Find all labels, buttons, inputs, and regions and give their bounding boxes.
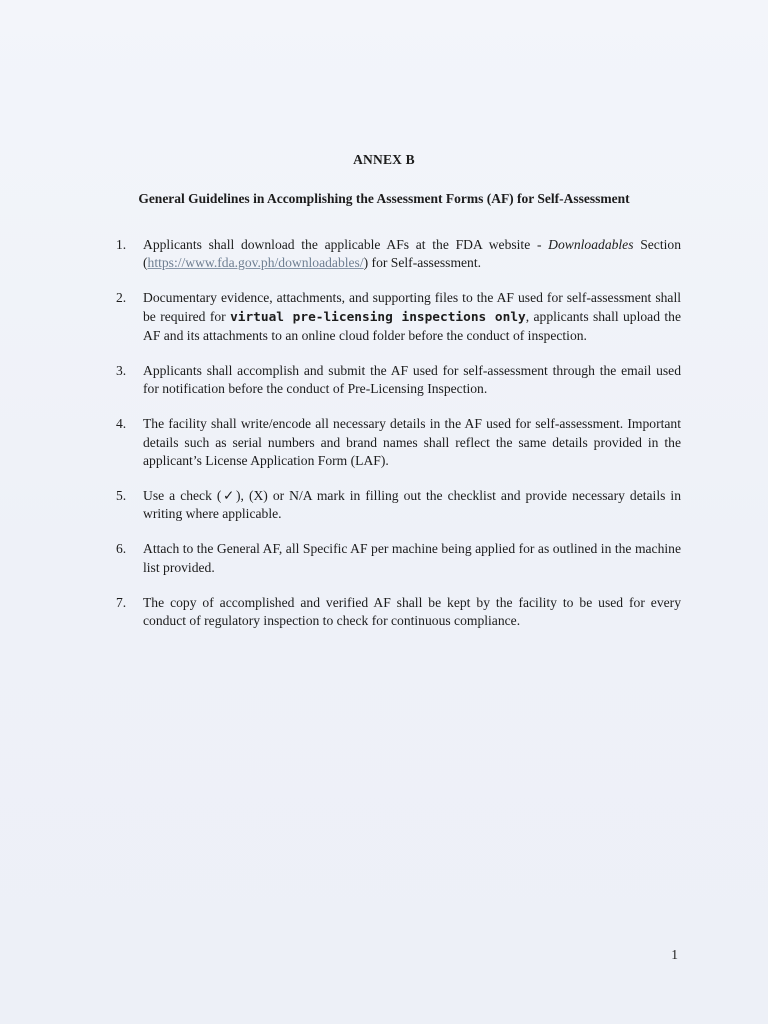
guideline-number: 3. bbox=[116, 363, 127, 379]
guideline-item-7 bbox=[116, 594, 681, 630]
downloadables-section-name: Downloadables bbox=[548, 237, 634, 252]
guideline-text-segment: ) for Self-assessment. bbox=[363, 255, 482, 271]
guideline-text bbox=[143, 289, 681, 345]
document-heading: General Guidelines in Accomplishing the Assessment Forms (AF) for Self-Assessment bbox=[138, 191, 630, 206]
guidelines-list bbox=[116, 236, 681, 630]
guideline-number: 1. bbox=[116, 237, 127, 252]
guideline-text-segment: Applicants shall download the applicable AFs at the FDA website - bbox=[143, 237, 549, 252]
guideline-item-4 bbox=[116, 415, 681, 470]
guideline-text: The copy of accomplished and verified AF shall be kept by the facility to be used for every conduct of regulatory inspection to check for continuous compliance. bbox=[143, 594, 681, 629]
guideline-text-segment: Section ( bbox=[143, 237, 681, 271]
guideline-number: 7. bbox=[116, 594, 127, 610]
guideline-item-6 bbox=[116, 540, 681, 576]
guideline-number: 2. bbox=[116, 290, 127, 306]
virtual-inspection-emphasis: virtual pre-licensing inspections only bbox=[230, 309, 526, 325]
guideline-number: 4. bbox=[116, 416, 127, 432]
guideline-number: 6. bbox=[116, 541, 127, 557]
guideline-number: 5. bbox=[116, 488, 127, 504]
guideline-text-segment: Documentary evidence, attachments, and supporting files to the AF used for self-assessment shall be required for bbox=[143, 290, 681, 324]
fda-downloadables-link[interactable]: https://www.fda.gov.ph/downloadables/ bbox=[147, 255, 364, 271]
guideline-text: Use a check (✓), (X) or N/A mark in filling out the checklist and provide necessary details in writing where applicable. bbox=[143, 488, 681, 522]
guideline-item-3 bbox=[116, 362, 681, 398]
guideline-text: Applicants shall accomplish and submit the AF used for self-assessment through the email used for notification before the conduct of Pre-Licensing Inspection. bbox=[143, 363, 681, 397]
page-number: 1 bbox=[671, 947, 678, 962]
guideline-item-5 bbox=[116, 487, 681, 523]
annex-title: ANNEX B bbox=[353, 152, 415, 167]
guideline-text-segment: , applicants shall upload the AF and its attachments to an online cloud folder before the conduct of inspection. bbox=[143, 308, 681, 343]
guideline-item-2 bbox=[116, 289, 681, 345]
guideline-text: The facility shall write/encode all necessary details in the AF used for self-assessment. Important details such as serial numbers and brand names shall reflect the same details provided in the applicant’s License Application Form (LAF). bbox=[143, 416, 681, 468]
guideline-item-1 bbox=[116, 236, 681, 272]
guideline-text: Attach to the General AF, all Specific AF per machine being applied for as outlined in the machine list provided. bbox=[143, 541, 681, 575]
guideline-text bbox=[143, 236, 681, 272]
